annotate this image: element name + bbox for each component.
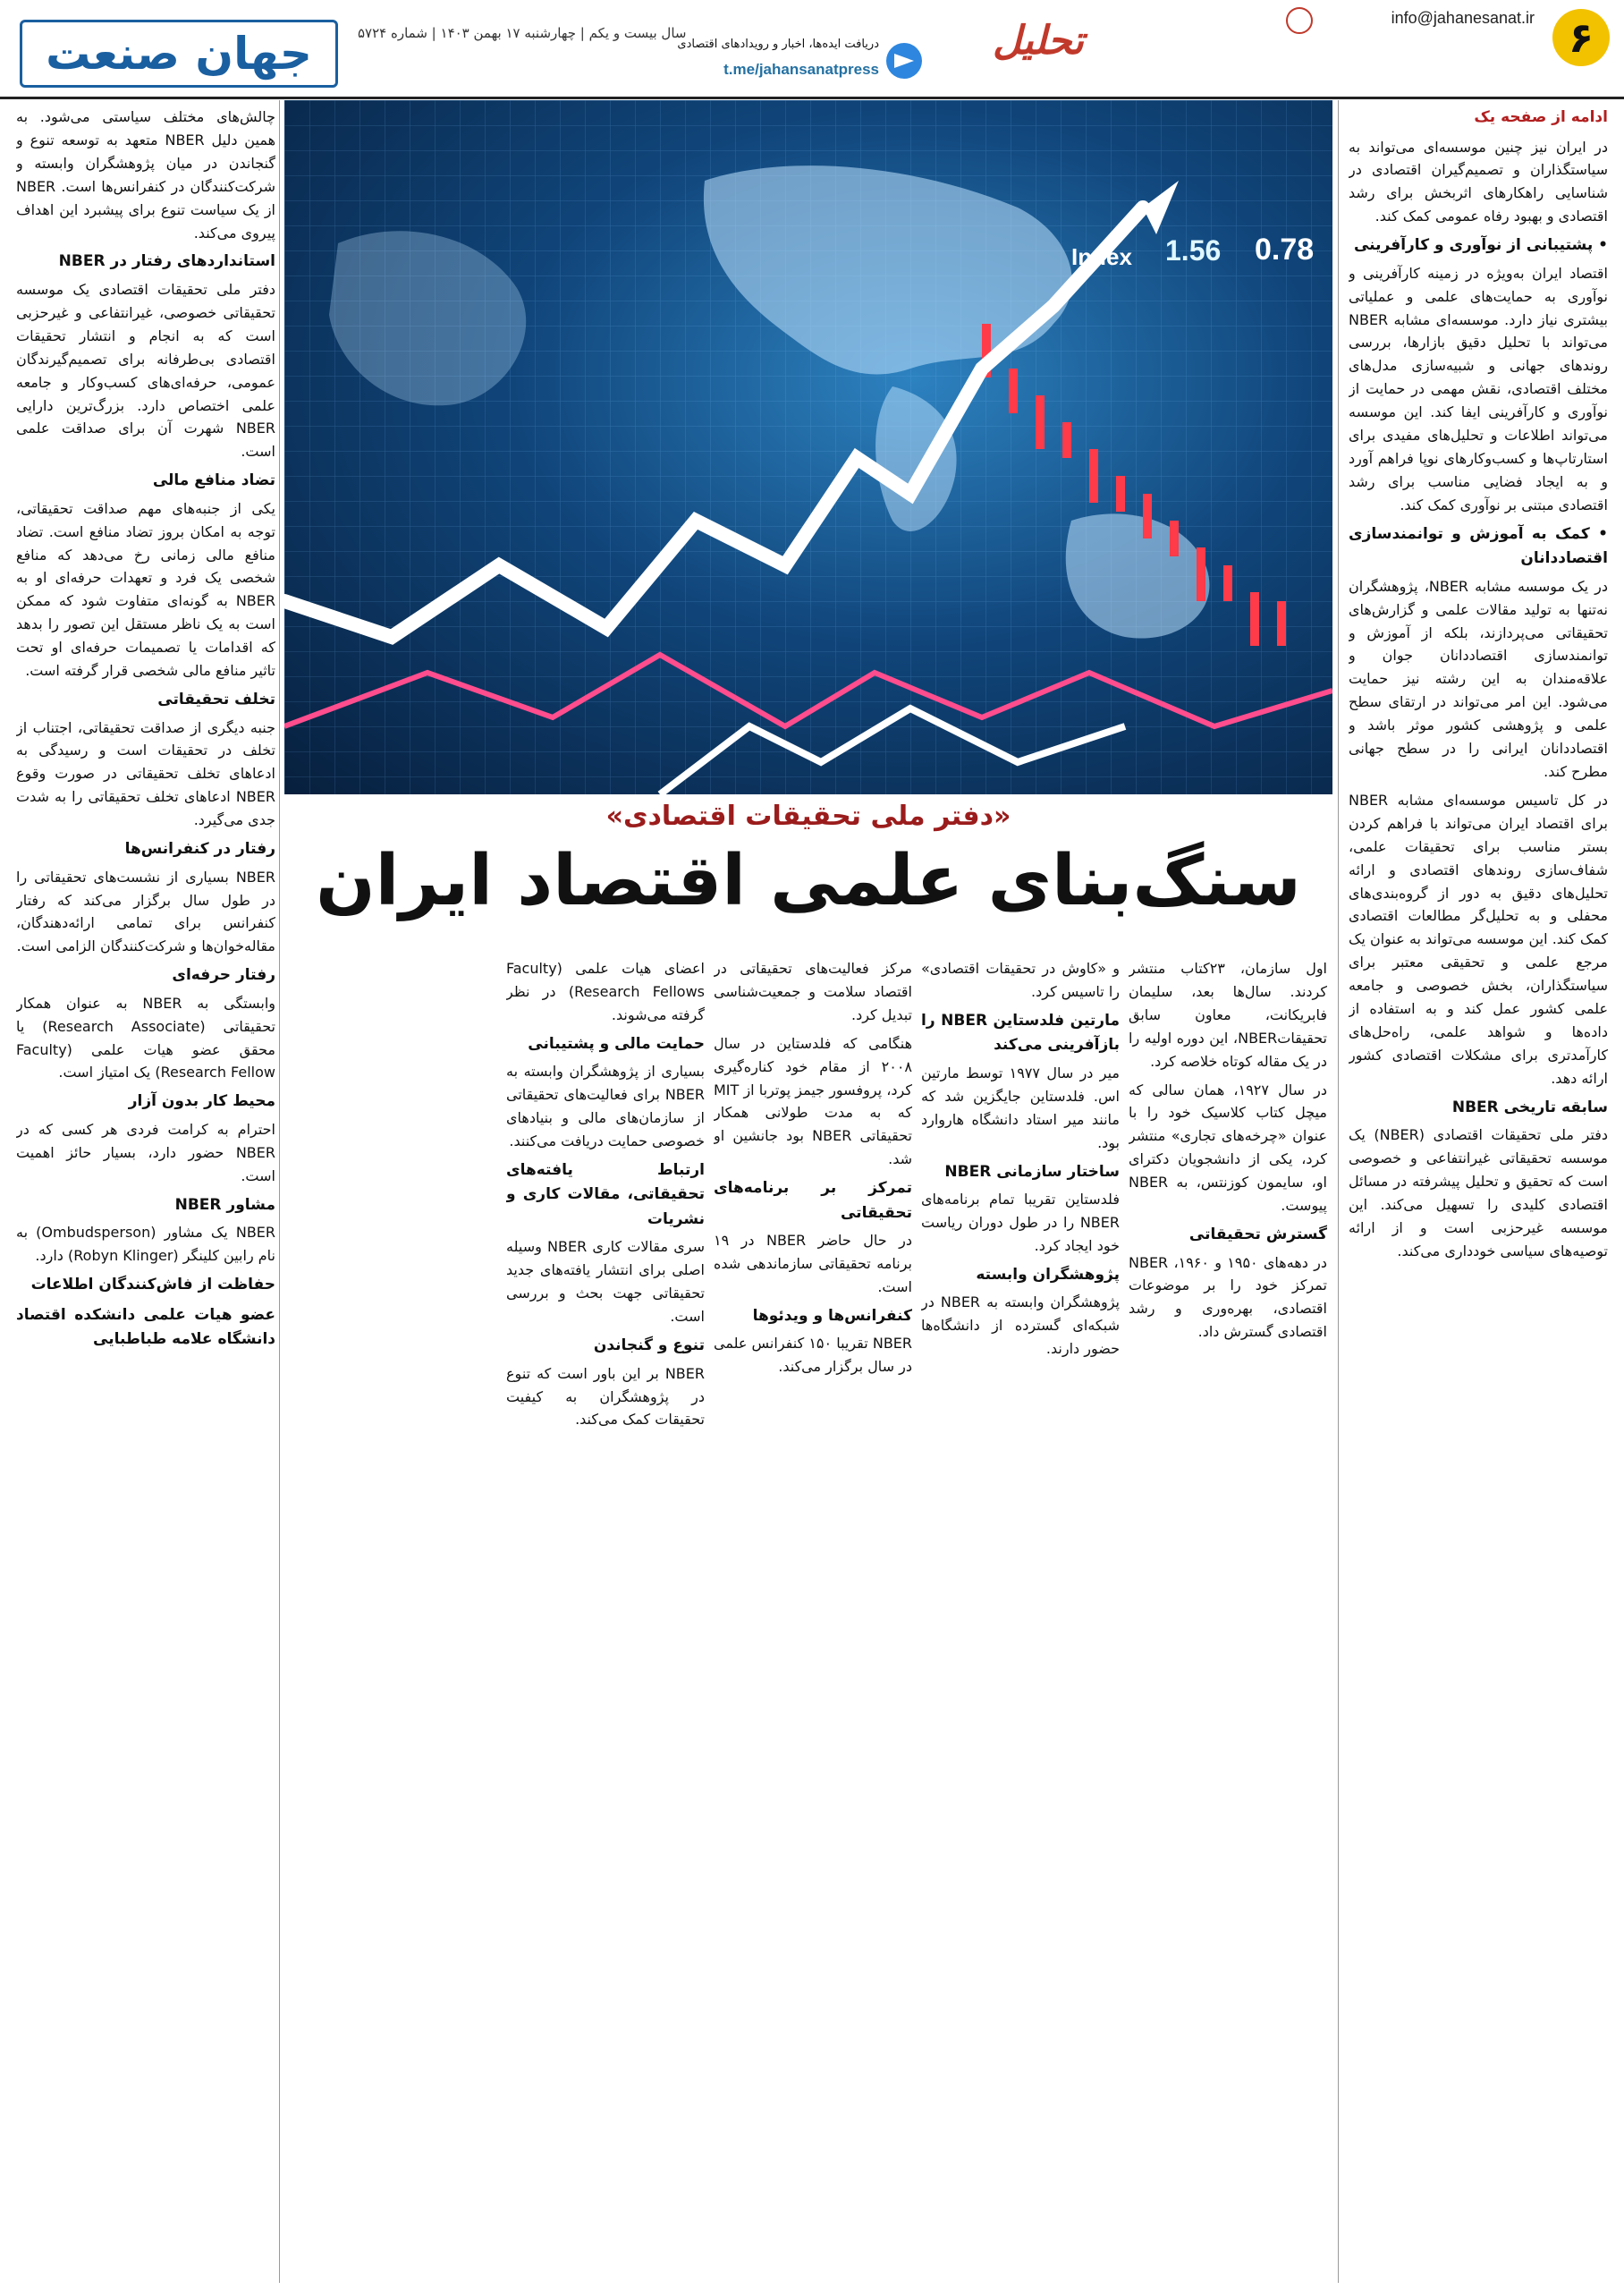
section-title: تحلیل [993,18,1084,64]
paragraph: میر در سال ۱۹۷۷ توسط مارتین اس. فلدستاین جایگزین شد که مانند میر استاد دانشگاه هاروارد بود. [921,1064,1120,1151]
hero-image [284,100,1332,794]
subheading: مارتین فلدستاین NBER را بازآفرینی می‌کند [921,1011,1120,1055]
paragraph: مرکز فعالیت‌های تحقیقاتی در اقتصاد سلامت و جمعیت‌شناسی تبدیل کرد. [714,960,912,1023]
mail-icon [1286,7,1313,34]
subheading: پژوهشگران وابسته [976,1265,1120,1284]
paragraph: احترام به کرامت فردی هر کسی که در NBER حضور دارد، بسیار حائز اهمیت است. [16,1120,275,1184]
subheading: کنفرانس‌ها و ویدئوها [752,1306,912,1325]
paragraph: اقتصاد ایران به‌ویژه در زمینه کارآفرینی و نوآوری به حمایت‌های علمی و عملیاتی بیشتری نیاز دارد. موسسه‌ای مشابه NBER می‌تواند با تحلیل دقیق بازارها، بررسی روندهای جهانی و شبیه‌سازی مدل‌های مختلف اقتصادی، نقش مهمی در حمایت از نوآوری و کارآفرینی ایفا کند. این موسسه می‌تواند اطلاعات و تحلیل‌های مفیدی برای استارتاپ‌ها و کسب‌وکارهای نوپا فراهم آورد و به ایجاد فضایی مناسب برای رشد اقتصادی مبتنی بر نوآوری کمک کند. [1349,264,1608,513]
paragraph: سری مقالات کاری NBER وسیله اصلی برای انتشار یافته‌های جدید تحقیقاتی جهت بحث و بررسی است. [506,1238,705,1326]
subheading: سابقه تاریخی NBER [1451,1098,1608,1116]
left-column [16,106,275,2281]
page-number: ۶ [1552,9,1610,66]
paragraph: جنبه دیگری از صداقت تحقیقاتی، اجتناب از تخلف در تحقیقات است و رسیدگی به ادعاهای تخلف تحقیقاتی در صورت وقوع NBER ادعاهای تخلف تحقیقاتی را به شدت جدی می‌گیرد. [16,718,275,829]
telegram-box[interactable] [657,36,926,89]
masthead [0,0,1624,99]
paragraph: اول سازمان، ۲۳کتاب منتشر کردند. سال‌ها بعد، سلیمان فابریکانت، معاون سابق تحقیقاتNBER، این دوره اولیه را در یک مقاله کوتاه خلاصه کرد. [1129,960,1327,1070]
column-divider [279,100,280,2283]
index-value-down: 0.78 [1255,233,1315,267]
paragraph: NBER یک مشاور (Ombudsperson) به نام رابین کلینگر (Robyn Klinger) دارد. [16,1224,275,1265]
paragraph: فلدستاین تقریبا تمام برنامه‌های NBER را در طول دوران ریاست خود ایجاد کرد. [921,1191,1120,1254]
paragraph: در ایران نیز چنین موسسه‌ای می‌تواند به سیاستگذاران و تصمیم‌گیران اقتصادی در شناسایی راهکارهای اثربخش برای رشد اقتصادی و بهبود رفاه عمومی کمک کند. [1349,138,1608,225]
subheading: رفتار حرفه‌ای [172,966,275,985]
kicker: «دفتر ملی تحقیقات اقتصادی» [605,801,1011,832]
body-column-5 [299,957,497,2281]
subheading: • پشتیبانی از نوآوری و کارآفرینی [1353,236,1608,255]
subheading: تضاد منافع مالی [152,471,275,490]
subheading: تمرکز بر برنامه‌های تحقیقاتی [714,1179,912,1222]
subheading: گسترش تحقیقاتی [1188,1225,1327,1243]
subheading: تنوع و گنجاندن [593,1336,705,1355]
subheading: • کمک به آموزش و توانمندسازی اقتصاددانان [1349,524,1608,568]
body-column-3 [714,957,912,2281]
subheading: استانداردهای رفتار در NBER [58,252,275,271]
continued-label: ادامه از صفحه یک [1474,108,1608,126]
telegram-text: دریافت ایده‌ها، اخبار و رویدادهای اقتصادی [677,38,879,51]
index-value-up: 1.56 [1165,234,1222,267]
paragraph: در سال ۱۹۲۷، همان سالی که میچل کتاب کلاسیک خود را با عنوان «چرخه‌های تجاری» منتشر کرد، یکی از دانشجویان دکترای او، سایمون کوزنتس، به NBER پیوست. [1129,1081,1327,1215]
paragraph: دفتر ملی تحقیقات اقتصادی یک موسسه تحقیقاتی خصوصی، غیرانتفاعی و غیرحزبی است که به انجام و انتشار تحقیقات اقتصادی بی‌طرفانه برای تصمیم‌گیرندگان عمومی، حرفه‌ای‌های کسب‌وکار و جامعه علمی اختصاص دارد. بزرگ‌ترین دارایی NBER شهرت آن برای صداقت علمی است. [16,280,275,461]
subheading: مشاور NBER [174,1195,275,1214]
paragraph: اعضای هیات علمی (Faculty Research Fellows) در نظر گرفته می‌شوند. [506,960,705,1023]
subheading: حفاظت از فاش‌کنندگان اطلاعات [30,1275,275,1293]
index-label: Index [1071,243,1132,270]
paragraph: پژوهشگران وابسته به NBER در شبکه‌ای گسترده از دانشگاه‌ها حضور دارند. [921,1293,1120,1358]
body-column-2 [921,957,1120,2281]
subheading: رفتار در کنفرانس‌ها [124,840,275,859]
paragraph: هنگامی که فلدستاین در سال ۲۰۰۸ از مقام خود کناره‌گیری کرد، پروفسور جیمز پوتربا از MIT که به مدت طولانی همکار تحقیقاتی NBER بود جانشین او شد. [714,1034,912,1168]
telegram-icon [886,43,922,79]
paragraph: دفتر ملی تحقیقات اقتصادی (NBER) یک موسسه تحقیقاتی غیرانتفاعی و خصوصی است که تحقیق و تحلیل پیشرفته در مسائل اقتصادی کلیدی را تسهیل می‌کند. این موسسه غیرحزبی است و از ارائه توصیه‌های سیاسی خودداری می‌کند. [1349,1126,1608,1260]
subheading: ساختار سازمانی NBER [944,1162,1120,1181]
paragraph: در حال حاضر NBER در ۱۹ برنامه تحقیقاتی سازماندهی شده است. [714,1232,912,1296]
paragraph: در یک موسسه مشابه NBER، پژوهشگران نه‌تنها به تولید مقالات علمی و گزارش‌های تحقیقاتی می‌پردازند، بلکه از آموزش و توانمندسازی اقتصاددانان جوان و علاقه‌مندان به این رشته نیز حمایت می‌شود. این امر می‌تواند در ارتقای سطح علمی و پژوهشی کشور موثر باشد و اقتصاددانان ایرانی را در سطح جهانی مطرح کند. [1349,577,1608,780]
paragraph: در دهه‌های ۱۹۵۰ و ۱۹۶۰، NBER تمرکز خود را بر موضوعات اقتصادی، بهره‌وری و رشد اقتصادی گسترش داد. [1129,1253,1327,1341]
telegram-link[interactable]: t.me/jahansanatpress [723,61,879,78]
body-column-4 [506,957,705,2281]
subheading: حمایت مالی و پشتیبانی [528,1034,705,1053]
paragraph: NBER تقریبا ۱۵۰ کنفرانس علمی در سال برگزار می‌کند. [714,1335,912,1376]
subheading: تخلف تحقیقاتی [157,691,275,708]
newspaper-logo: جهان صنعت [20,20,338,88]
right-column [1349,106,1608,2281]
paragraph: چالش‌های مختلف سیاستی می‌شود. به همین دلیل NBER متعهد به توسعه تنوع و گنجاندن در میان پژوهشگران وابسته و شرکت‌کنندگان در کنفرانس‌ها است. NBER از یک سیاست تنوع برای پیشبرد این اهداف پیروی می‌کند. [16,108,275,242]
paragraph: NBER بر این باور است که تنوع در پژوهشگران به کیفیت تحقیقات کمک می‌کند. [506,1364,705,1429]
paragraph: NBER بسیاری از نشست‌های تحقیقاتی را در طول سال برگزار می‌کند که رفتار کنفرانس برای تمامی ارائه‌دهندگان، مقاله‌خوان‌ها و شرکت‌کنندگان الزامی است. [16,868,275,955]
paragraph: یکی از جنبه‌های مهم صداقت تحقیقاتی، توجه به امکان بروز تضاد منافع است. تضاد منافع مالی زمانی رخ می‌دهد که منافع شخصی یک فرد و تعهدات حرفه‌ای او به NBER به گونه‌ای متفاوت شود که ممکن است به یک ناظر مستقل این تصور را بدهد که اقدامات یا تصمیمات حرفه‌ای او تحت تاثیر منافع مالی شخصی قرار گرفته است. [16,499,275,680]
world-map-chart-graphic [284,100,1332,794]
author-credit: عضو هیات علمی دانشکده اقتصاد دانشگاه علامه طباطبایی [16,1305,275,1349]
body-column-1 [1129,957,1327,2281]
paragraph: بسیاری از پژوهشگران وابسته به NBER برای فعالیت‌های تحقیقاتی از سازمان‌های مالی و بنیادهای خصوصی حمایت دریافت می‌کنند. [506,1063,705,1149]
paragraph: و «کاوش در تحقیقات اقتصادی» را تاسیس کرد. [921,960,1120,1000]
issue-info: سال بیست و یکم | چهارشنبه ۱۷ بهمن ۱۴۰۳ | شماره ۵۷۲۴ [358,25,687,41]
subheading: ارتباط یافته‌های تحقیقاتی، مقالات کاری و نشریات [506,1160,705,1228]
subheading: محیط کار بدون آزار [128,1092,275,1111]
paragraph: در کل تاسیس موسسه‌ای مشابه NBER برای اقتصاد ایران می‌تواند با فراهم کردن بستر مناسب برای تحقیقات علمی، شفاف‌سازی روندهای اقتصادی و ارائه تحلیل‌های دقیق به دور از گروه‌بندی‌های محفلی و به تحلیل‌گر مطالعات اقتصادی کمک کند. این موسسه می‌تواند به عنوان یک مرجع علمی و تحقیقی معتبر برای سیاستگذاران، بخش خصوصی و جامعه علمی کشور عمل کند و به استفاده از داده‌ها و شواهد علمی، راه‌حل‌های کارآمدتری برای مشکلات اقتصادی کشور ارائه دهد. [1349,791,1608,1087]
column-divider [1338,100,1339,2283]
headline: سنگ‌بنای علمی اقتصاد ایران [316,841,1301,921]
paragraph: وابستگی به NBER به عنوان همکار تحقیقاتی (Research Associate) یا محقق عضو هیات علمی (Faculty Research Fellow) یک امتیاز است. [16,994,275,1081]
email-address[interactable]: info@jahanesanat.ir [1391,9,1535,27]
